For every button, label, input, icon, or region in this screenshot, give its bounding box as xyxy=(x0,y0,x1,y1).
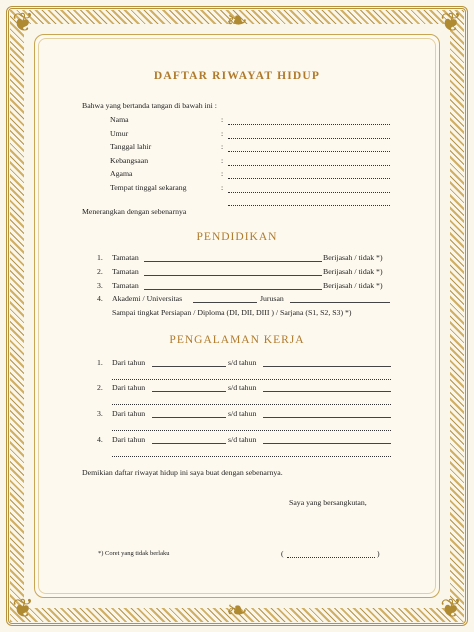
field-colon: : xyxy=(221,142,224,151)
edu-num: 3. xyxy=(97,281,103,290)
page-title: DAFTAR RIWAYAT HIDUP xyxy=(153,70,321,82)
field-label-nama: Nama xyxy=(110,115,129,124)
edu-label: Tamatan xyxy=(112,267,139,276)
signature-label: Saya yang bersangkutan, xyxy=(289,498,367,507)
work-to-label: s/d tahun xyxy=(228,358,257,367)
edu-label: Tamatan xyxy=(112,281,139,290)
work-to-line[interactable] xyxy=(263,443,391,444)
work-to-label: s/d tahun xyxy=(228,383,257,392)
signature-close-paren: ) xyxy=(377,549,380,558)
work-from-line[interactable] xyxy=(152,391,226,392)
work-num: 4. xyxy=(97,435,103,444)
work-num: 2. xyxy=(97,383,103,392)
work-from-label: Dari tahun xyxy=(112,358,146,367)
edu-num: 4. xyxy=(97,294,103,303)
field-label-tanggal-lahir: Tanggal lahir xyxy=(110,142,152,151)
signature-open-paren: ( xyxy=(281,549,284,558)
edu-num: 1. xyxy=(97,253,103,262)
work-to-line[interactable] xyxy=(263,391,391,392)
work-from-line[interactable] xyxy=(152,366,226,367)
field-label-umur: Umur xyxy=(110,129,129,138)
edu-line[interactable] xyxy=(144,261,322,262)
field-line-umur[interactable] xyxy=(228,138,390,139)
edu-label: Tamatan xyxy=(112,253,139,262)
work-from-label: Dari tahun xyxy=(112,383,146,392)
edu-suffix: Berijasah / tidak *) xyxy=(323,253,383,262)
edu-jurusan-label: Jurusan xyxy=(260,294,284,303)
floral-corner-icon: ❦ xyxy=(12,8,34,38)
work-to-label: s/d tahun xyxy=(228,435,257,444)
work-detail-line[interactable] xyxy=(112,379,391,380)
field-label-agama: Agama xyxy=(110,169,133,178)
field-label-tempat-tinggal: Tempat tinggal sekarang xyxy=(110,183,187,192)
field-colon: : xyxy=(221,156,224,165)
edu-num: 2. xyxy=(97,267,103,276)
footnote-text: *) Coret yang tidak berlaku xyxy=(98,550,170,557)
field-colon: : xyxy=(221,183,224,192)
field-line-kebangsaan[interactable] xyxy=(228,165,390,166)
field-colon: : xyxy=(221,169,224,178)
work-to-label: s/d tahun xyxy=(228,409,257,418)
work-num: 1. xyxy=(97,358,103,367)
closing-text: Demikian daftar riwayat hidup ini saya buat dengan sebenarnya. xyxy=(82,468,283,477)
work-from-label: Dari tahun xyxy=(112,435,146,444)
work-from-line[interactable] xyxy=(152,443,226,444)
floral-corner-icon: ❦ xyxy=(440,8,462,38)
work-from-label: Dari tahun xyxy=(112,409,146,418)
work-detail-line[interactable] xyxy=(112,430,391,431)
floral-corner-icon: ❦ xyxy=(12,594,34,624)
field-label-kebangsaan: Kebangsaan xyxy=(110,156,149,165)
edu-line[interactable] xyxy=(144,275,322,276)
work-title: PENGALAMAN KERJA xyxy=(169,334,305,346)
field-colon: : xyxy=(221,115,224,124)
work-num: 3. xyxy=(97,409,103,418)
work-from-line[interactable] xyxy=(152,417,226,418)
floral-corner-icon: ❦ xyxy=(440,594,462,624)
signature-line[interactable] xyxy=(287,557,375,558)
statement-text: Menerangkan dengan sebenarnya xyxy=(82,207,187,216)
intro-text: Bahwa yang bertanda tangan di bawah ini : xyxy=(82,101,217,110)
field-line-agama[interactable] xyxy=(228,178,390,179)
floral-scroll-icon: ❧ xyxy=(226,596,248,626)
work-to-line[interactable] xyxy=(263,366,391,367)
field-colon: : xyxy=(221,129,224,138)
field-line-tanggal-lahir[interactable] xyxy=(228,151,390,152)
floral-scroll-icon: ❧ xyxy=(226,6,248,36)
edu-academy-label: Akademi / Universitas xyxy=(112,294,183,303)
edu-jurusan-line[interactable] xyxy=(290,302,390,303)
edu-level-text: Sampai tingkat Persiapan / Diploma (DI, DII, DIII ) / Sarjana (S1, S2, S3) *) xyxy=(112,308,352,317)
field-line-tempat-tinggal[interactable] xyxy=(228,192,390,193)
education-title: PENDIDIKAN xyxy=(196,231,278,243)
work-detail-line[interactable] xyxy=(112,456,391,457)
edu-suffix: Berijasah / tidak *) xyxy=(323,281,383,290)
field-line-nama[interactable] xyxy=(228,124,390,125)
work-to-line[interactable] xyxy=(263,417,391,418)
edu-line[interactable] xyxy=(144,289,322,290)
edu-academy-line[interactable] xyxy=(193,302,257,303)
field-line-tempat-tinggal-2[interactable] xyxy=(228,205,390,206)
work-detail-line[interactable] xyxy=(112,404,391,405)
edu-suffix: Berijasah / tidak *) xyxy=(323,267,383,276)
